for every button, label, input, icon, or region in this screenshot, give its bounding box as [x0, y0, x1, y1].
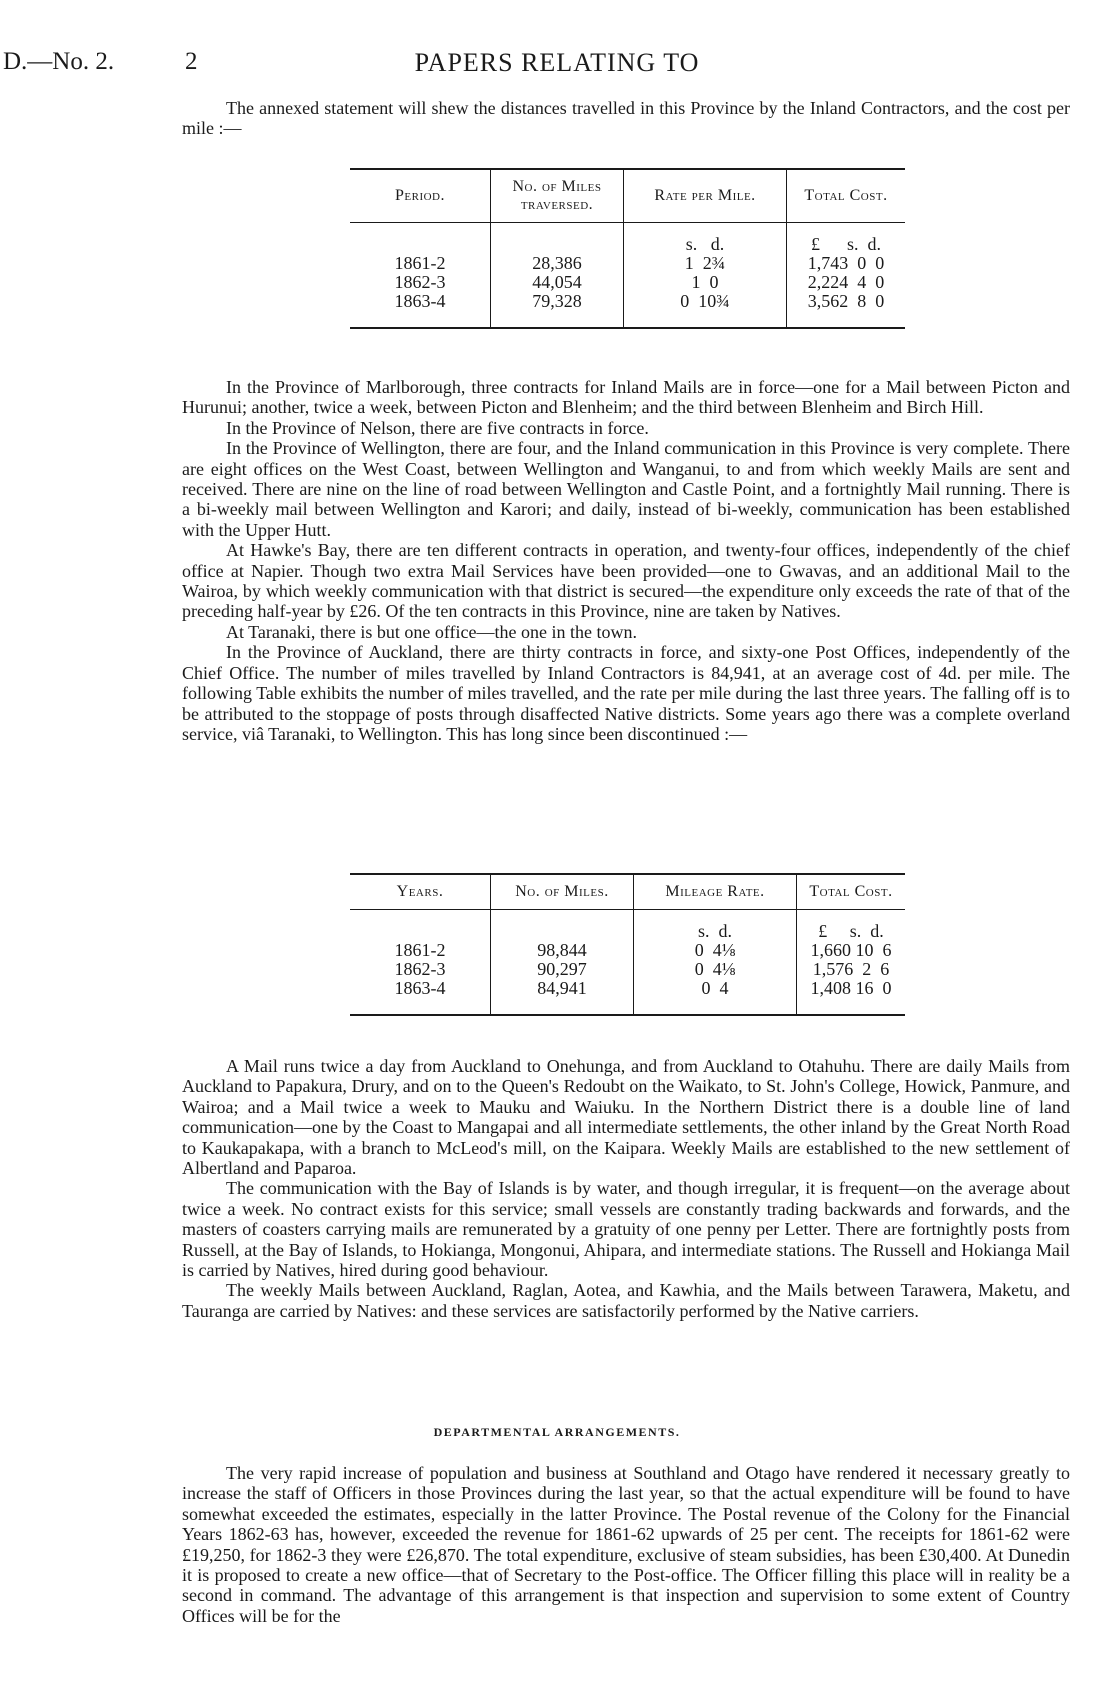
intro-text — [182, 98, 1070, 139]
rate-column — [624, 223, 787, 329]
table-cell: 0 10¾ — [680, 291, 730, 311]
table-cell: 44,054 — [532, 272, 582, 292]
paragraph: A Mail runs twice a day from Auckland to Onehunga, and from Auckland to Otahuhu. There are daily Mails from Auckland to Papakura, Drury, and on to the Queen's Redoubt on the Waikato, to St. John's College, Howick, Panmure, and Wairoa; and a Mail twice a week to Mauku and Waiuku. In the Northern District there is a double line of land communication—one by the Coast to Mangapai and all intermediate settlements, the other inland by the Great North Road to Kaukapakapa, with a branch to McLeod's mill, on the Kaipara. Weekly Mails are established to the new settlement of Albertland and Paparoa. — [182, 1056, 1070, 1179]
table-cell: 1,660 10 6 — [810, 940, 892, 960]
table-cell: 1863-4 — [394, 978, 446, 998]
column-header-miles: No. of Miles traversed. — [491, 169, 624, 223]
paragraph: The communication with the Bay of Islands is by water, and though irregular, it is frequent—on the average about twice a week. No contract exists for this service; small vessels are constantly trading backwards and forwards, and the masters of coasters carrying mails are remunerated by a gratuity of one penny per Letter. There are fortnightly posts from Russell, at the Bay of Islands, to Hokianga, Mongonui, Ahipara, and intermediate stations. The Russell and Hokianga Mail is carried by Natives, hired during good behaviour. — [182, 1178, 1070, 1281]
table-cell: 1 0 — [691, 272, 719, 292]
column-header-total: Total Cost. — [787, 169, 906, 223]
years-column — [350, 910, 491, 1016]
page-number: 2 — [185, 48, 198, 75]
document-reference: D.—No. 2. — [3, 48, 115, 75]
table-cell: 84,941 — [537, 978, 587, 998]
table-cell: 1 2¾ — [684, 253, 726, 273]
inland-miles-table — [350, 168, 905, 329]
table-header-row — [350, 169, 905, 223]
rate-column — [634, 910, 797, 1016]
departmental-text — [182, 1463, 1070, 1626]
table-cell: 79,328 — [532, 291, 582, 311]
page-header — [0, 48, 1114, 88]
table-cell: 0 4⅛ — [694, 959, 736, 979]
table-cell: 1861-2 — [394, 253, 446, 273]
auckland-text — [182, 1056, 1070, 1321]
unit-label: s. d. — [697, 921, 732, 941]
miles-column — [491, 910, 634, 1016]
table-cell: 98,844 — [537, 940, 587, 960]
table-body — [350, 223, 905, 329]
paragraph: In the Province of Auckland, there are thirty contracts in force, and sixty-one Post Offices, independently of the Chief Office. The number of miles travelled by Inland Contractors is 84,941, at an average cost of 4d. per mile. The following Table exhibits the number of miles travelled, and the rate per mile during the last three years. The falling off is to be attributed to the stoppage of posts through disaffected Native districts. Some years ago there was a complete overland service, viâ Taranaki, to Wellington. This has long since been discontinued :— — [182, 642, 1070, 744]
column-header-period: Period. — [350, 169, 491, 223]
column-header-rate: Rate per Mile. — [624, 169, 787, 223]
unit-label: £ s. d. — [810, 234, 881, 254]
table-cell: 1,743 0 0 — [807, 253, 885, 273]
paragraph: In the Province of Marlborough, three contracts for Inland Mails are in force—one for a Mail between Picton and Hurunui; another, twice a week, between Picton and Blenheim; and the third between Blenheim and Birch Hill. — [182, 377, 1070, 418]
column-header-rate: Mileage Rate. — [634, 874, 797, 910]
table-cell: 1861-2 — [394, 940, 446, 960]
unit-label: s. d. — [685, 234, 725, 254]
table-cell: 1863-4 — [394, 291, 446, 311]
paragraph: The weekly Mails between Auckland, Raglan, Aotea, and Kawhia, and the Mails between Tarawera, Maketu, and Tauranga are carried by Natives: and these services are satisfactorily performed by the Native carriers. — [182, 1280, 1070, 1321]
column-header-years: Years. — [350, 874, 491, 910]
table-cell: 28,386 — [532, 253, 582, 273]
table-cell: 0 4 — [701, 978, 729, 998]
paragraph: In the Province of Wellington, there are four, and the Inland communication in this Province is very complete. There are eight offices on the West Coast, between Wellington and Wanganui, to and from which weekly Mails are sent and received. There are nine on the line of road between Wellington and Castle Point, and a fortnightly Mail running. There is a bi-weekly mail between Wellington and Karori; and daily, instead of bi-weekly, communication has been established with the Upper Hutt. — [182, 438, 1070, 540]
table-cell: 1862-3 — [394, 959, 446, 979]
unit-label: £ s. d. — [818, 921, 884, 941]
table-cell: 90,297 — [537, 959, 587, 979]
paragraph: In the Province of Nelson, there are five contracts in force. — [226, 417, 649, 438]
table-body — [350, 910, 905, 1016]
table-cell: 3,562 8 0 — [807, 291, 885, 311]
miles-column — [491, 223, 624, 329]
paragraph: At Hawke's Bay, there are ten different contracts in operation, and twenty-four offices, independently of the chief office at Napier. Though two extra Mail Services have been provided—one to Gwavas, and an additional Mail to the Wairoa, by which weekly communication with that district is secured—the expenditure only exceeds the rate of that of the preceding half-year by £26. Of the ten contracts in this Province, nine are taken by Natives. — [182, 540, 1070, 622]
paragraph: At Taranaki, there is but one office—the one in the town. — [226, 621, 637, 642]
table-cell: 2,224 4 0 — [807, 272, 885, 292]
column-header-miles: No. of Miles. — [491, 874, 634, 910]
table-header-row — [350, 874, 905, 910]
section-heading: DEPARTMENTAL ARRANGEMENTS. — [433, 1425, 681, 1439]
provinces-text — [182, 377, 1070, 744]
intro-paragraph: The annexed statement will shew the distances travelled in this Province by the Inland Contractors, and the cost per mile :— — [182, 98, 1070, 139]
table-cell: 1862-3 — [394, 272, 446, 292]
column-header-total: Total Cost. — [797, 874, 906, 910]
auckland-miles-table — [350, 873, 905, 1016]
total-column — [797, 910, 906, 1016]
page-title: PAPERS RELATING TO — [414, 48, 700, 77]
period-column — [350, 223, 491, 329]
paragraph: The very rapid increase of population and business at Southland and Otago have rendered it necessary greatly to increase the staff of Officers in those Provinces during the last year, so that the actual expenditure will be found to have somewhat exceeded the estimates, especially in the latter Province. The Postal revenue of the Colony for the Financial Years 1862-63 has, however, exceeded the revenue for 1861-62 upwards of 25 per cent. The receipts for 1861-62 were £19,250, for 1862-3 they were £26,870. The total expenditure, exclusive of steam subsidies, has been £30,400. At Dunedin it is proposed to create a new office—that of Secretary to the Post-office. The Officer filling this place will in reality be a second in command. The advantage of this arrangement is that inspection and supervision to some extent of Country Offices will be for the — [182, 1463, 1070, 1626]
table-cell: 1,408 16 0 — [810, 978, 892, 998]
table-cell: 1,576 2 6 — [812, 959, 890, 979]
table-cell: 0 4⅛ — [694, 940, 736, 960]
total-column — [787, 223, 906, 329]
